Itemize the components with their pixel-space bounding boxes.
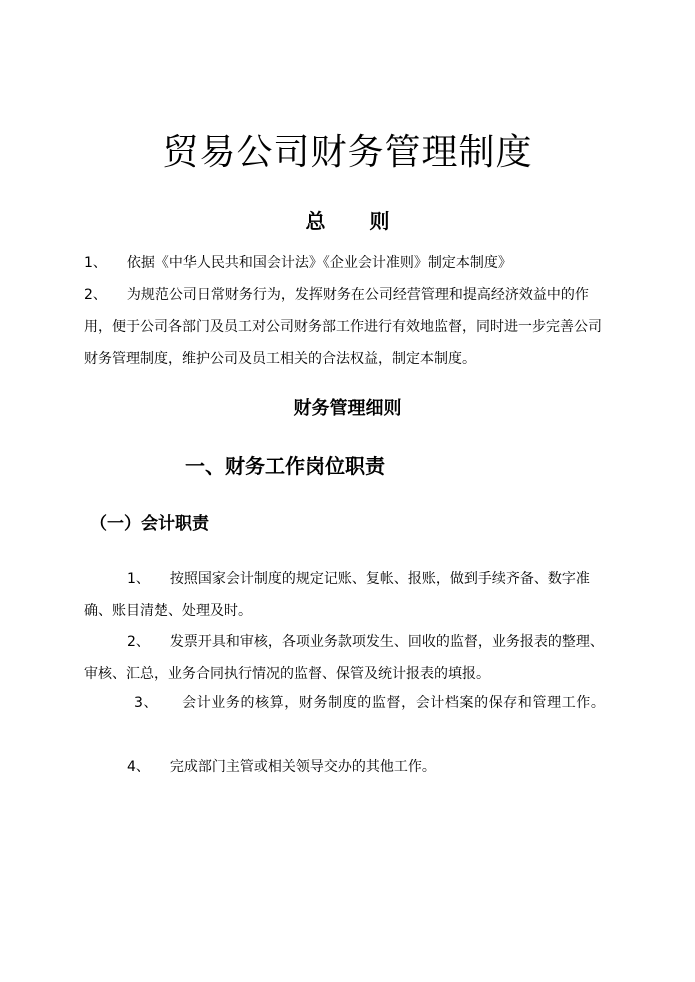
general-principles-heading xyxy=(0,207,695,235)
item-number: 1、 xyxy=(84,255,107,271)
accounting-item-3 xyxy=(84,687,612,719)
item-text: 会计业务的核算，财务制度的监督，会计档案的保存和管理工作。 xyxy=(182,695,606,711)
accounting-item-1 xyxy=(84,563,612,627)
item-text: 完成部门主管或相关领导交办的其他工作。 xyxy=(169,759,436,775)
accounting-item-2 xyxy=(84,626,612,690)
item-text: 发票开具和审核，各项业务款项发生、回收的监督，业务报表的整理、审核、汇总，业务合同执行情况的监督、保管及统计报表的填报。 xyxy=(84,634,604,682)
item-number: 3、 xyxy=(134,695,159,711)
general-item-1 xyxy=(84,247,612,279)
item-text: 按照国家会计制度的规定记账、复帐、报账，做到手续齐备、数字准确、账目清楚、处理及时。 xyxy=(84,571,590,619)
general-heading-part2: 则 xyxy=(369,209,390,233)
item-text: 为规范公司日常财务行为，发挥财务在公司经营管理和提高经济效益中的作用，便于公司各部门及员工对公司财务部工作进行有效地监督，同时进一步完善公司财务管理制度，维护公司及员工相关的合法权益，制定本制度。 xyxy=(84,287,602,367)
subsection-heading: （一）会计职责 xyxy=(90,514,209,534)
document-title: 贸易公司财务管理制度 xyxy=(162,132,533,173)
general-heading-part1: 总 xyxy=(305,209,326,233)
accounting-item-4 xyxy=(84,751,612,783)
general-item-2 xyxy=(84,279,612,375)
chapter-heading: 一、财务工作岗位职责 xyxy=(185,454,385,478)
item-number: 2、 xyxy=(84,287,107,303)
item-number: 2、 xyxy=(127,634,150,650)
financial-rules-heading: 财务管理细则 xyxy=(293,398,402,419)
item-number: 1、 xyxy=(127,571,150,587)
item-number: 4、 xyxy=(127,759,150,775)
item-text: 依据《中华人民共和国会计法》《企业会计准则》制定本制度》 xyxy=(126,255,512,271)
